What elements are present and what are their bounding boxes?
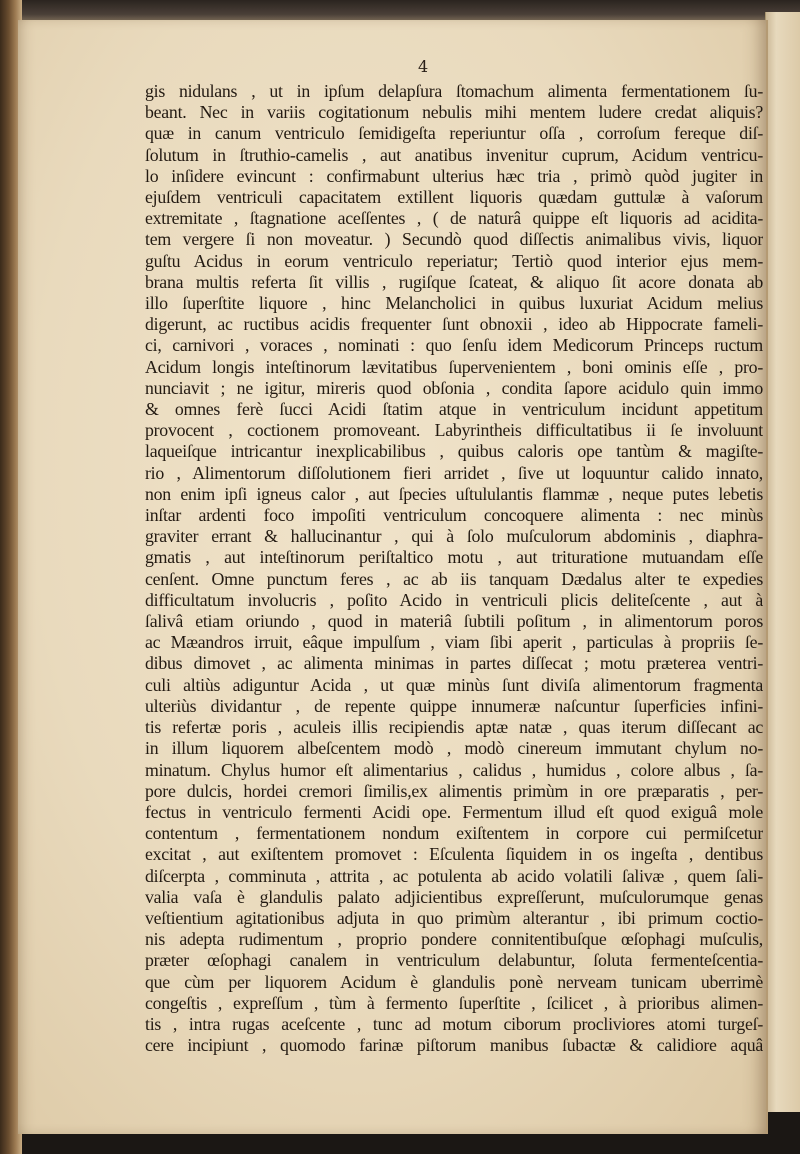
text-line: illo ſuperſtite liquore , hinc Melancholici in quibus luxuriat Acidum melius <box>145 293 763 314</box>
text-line: tem vergere ſi non moveatur. ) Secundò quod diſſectis animalibus vivis, liquor <box>145 229 763 250</box>
text-line: minatum. Chylus humor eſt alimentarius , calidus , humidus , colore albus , ſa- <box>145 759 763 780</box>
text-line: contentum , fermentationem nondum exiſtentem in corpore cui permiſcetur <box>145 823 763 844</box>
text-line: pore dulcis, hordei cremori ſimilis,ex alimentis primùm in ore præparatis , per- <box>145 780 763 801</box>
text-line: rio , Alimentorum diſſolutionem fieri arridet , ſive ut loquuntur calido innato, <box>145 462 763 483</box>
text-line: diſcerpta , comminuta , attrita , ac potulenta ab acido volatili ſalivæ , quem ſali- <box>145 865 763 886</box>
text-line: ulteriùs dividantur , de repente quippe innumeræ naſcuntur ſuperficies infini- <box>145 695 763 716</box>
text-line: congeſtis , expreſſum , tùm à fermento ſuperſtite , ſcilicet , à prioribus alimen- <box>145 992 763 1013</box>
text-line: tis refertæ poris , aculeis illis recipiendis aptæ natæ , quas iterum diſſecant ac <box>145 717 763 738</box>
text-line: beant. Nec in variis cogitationum nebulis mihi mentem ludere credat aliquis? <box>145 102 763 123</box>
text-line: valia vaſa è glandulis palato adjicientibus expreſſerunt, muſculorumque genas <box>145 886 763 907</box>
page-number: 4 <box>418 57 429 76</box>
text-line: & omnes ferè ſucci Acidi ſtatim atque in ventriculum incidunt appetitum <box>145 399 763 420</box>
text-line: inſtar ardenti foco impoſiti ventriculum concoquere alimenta : nec minùs <box>145 505 763 526</box>
text-line: graviter errant & hallucinantur , qui à ſolo muſculorum abdominis , diaphra- <box>145 526 763 547</box>
text-line: difficultatum involucris , poſito Acido in ventriculi plicis deliteſcente , aut à <box>145 589 763 610</box>
text-line: quæ in canum ventriculo ſemidigeſta reperiuntur oſſa , corroſum fereque diſ- <box>145 123 763 144</box>
text-line: ac Mæandros irruit, eâque impulſum , viam ſibi aperit , particulas à propriis ſe- <box>145 632 763 653</box>
text-line: laqueiſque intricantur inexplicabilibus , quibus caloris ope tantùm & magiſte- <box>145 441 763 462</box>
text-line: guſtu Acidus in eorum ventriculo reperiatur; Tertiò quod interior ejus mem- <box>145 250 763 271</box>
text-line: præter œſophagi canalem in ventriculum delabuntur, ſoluta fermenteſcentia- <box>145 950 763 971</box>
text-line: cere incipiunt , quomodo farinæ piſtorum manibus ſubactæ & calidiore aquâ <box>145 1035 763 1056</box>
text-line: tis , intra rugas aceſcente , tunc ad motum ciborum procliviores atomi turgeſ- <box>145 1013 763 1034</box>
text-line: culi altiùs adiguntur Acida , ut quæ minùs ſunt diviſa alimentorum fragmenta <box>145 674 763 695</box>
facing-page-edge <box>765 12 800 1112</box>
text-line: veſtientium agitationibus adjuta in quo primùm alterantur , ibi primum coctio- <box>145 907 763 928</box>
text-line: fectus in ventriculo fermenti Acidi ope. Fermentum illud eſt quod exiguâ mole <box>145 801 763 822</box>
body-text <box>145 81 763 1056</box>
text-line: ſolutum in ſtruthio-camelis , aut anatibus invenitur cuprum, Acidum ventricu- <box>145 144 763 165</box>
text-line: provocent , coctionem promoveant. Labyrintheis difficultatibus ii ſe involuunt <box>145 420 763 441</box>
text-line: non enim ipſi igneus calor , aut ſpecies uſtululantis flammæ , neque putes lebetis <box>145 483 763 504</box>
text-line: lo inſidere evincunt : confirmabunt ulterius hæc tria , primò quòd jugiter in <box>145 165 763 186</box>
text-line: in illum liquorem albeſcentem modò , modò cinereum immutant chylum no- <box>145 738 763 759</box>
text-line: ſalivâ etiam oriundo , quod in materiâ ſubtili poſitum , in alimentorum poros <box>145 611 763 632</box>
text-line: dibus dimovet , ac alimenta minimas in partes diſſecat ; motu præterea ventri- <box>145 653 763 674</box>
text-line: excitat , aut exiſtentem promovet : Eſculenta ſiquidem in os ingeſta , dentibus <box>145 844 763 865</box>
text-line: brana multis referta ſit villis , rugiſque ſcateat, & aliquo ſit acore donata ab <box>145 271 763 292</box>
text-line: nunciavit ; ne igitur, mireris quod obſonia , condita ſapore acidulo quin immo <box>145 377 763 398</box>
book-page <box>18 20 768 1134</box>
text-line: ejuſdem ventriculi capacitatem extillent liquoris quædam guttulæ à vaſorum <box>145 187 763 208</box>
text-line: que cùm per liquorem Acidum è glandulis ponè nerveam tunicam uberrimè <box>145 971 763 992</box>
text-line: gis nidulans , ut in ipſum delapſura ſtomachum alimenta fermentationem ſu- <box>145 81 763 101</box>
text-line: gmatis , aut inteſtinorum periſtaltico motu , aut trituratione mutuandam eſſe <box>145 547 763 568</box>
text-line: nis adepta rudimentum , proprio pondere connitentibuſque œſophagi muſculis, <box>145 929 763 950</box>
text-line: digerunt, ac ructibus acidis frequenter ſunt obnoxii , ideo ab Hippocrate fameli- <box>145 314 763 335</box>
text-line: Acidum longis inteſtinorum lævitatibus ſupervenientem , boni ominis eſſe , pro- <box>145 356 763 377</box>
text-line: cenſent. Omne punctum feres , ac ab iis tanquam Dædalus alter te expedies <box>145 568 763 589</box>
text-line: ci, carnivori , voraces , nominati : quo ſenſu idem Medicorum Princeps ructum <box>145 335 763 356</box>
text-line: extremitate , ſtagnatione aceſſentes , ( de naturâ quippe eſt liquoris ad acidita- <box>145 208 763 229</box>
